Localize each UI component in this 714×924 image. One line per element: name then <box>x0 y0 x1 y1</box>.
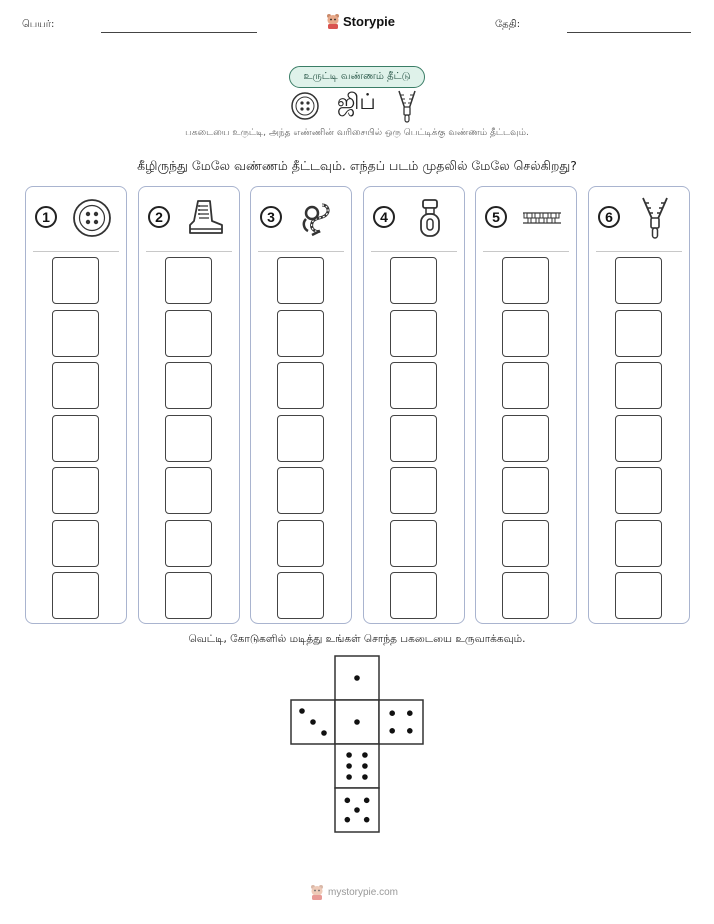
dice-pip <box>389 728 395 734</box>
dice-face-1 <box>335 700 379 744</box>
dice-pip <box>345 798 351 804</box>
dice-pip <box>345 817 351 823</box>
dice-pip <box>354 719 360 725</box>
color-box[interactable] <box>390 310 437 357</box>
column-divider <box>146 251 232 252</box>
color-box[interactable] <box>165 572 212 619</box>
color-box[interactable] <box>277 362 324 409</box>
column-number: 5 <box>485 206 507 228</box>
color-box[interactable] <box>390 415 437 462</box>
column-number: 4 <box>373 206 395 228</box>
column-number: 1 <box>35 206 57 228</box>
boot-icon <box>184 197 226 239</box>
column-number: 2 <box>148 206 170 228</box>
dice-pip <box>389 710 395 716</box>
color-box[interactable] <box>52 572 99 619</box>
color-box[interactable] <box>502 257 549 304</box>
dice-pip <box>362 752 368 758</box>
column-header <box>139 187 239 251</box>
dice-pip <box>407 728 413 734</box>
footer <box>310 884 398 900</box>
color-box[interactable] <box>615 257 662 304</box>
color-box[interactable] <box>390 520 437 567</box>
dice-pip <box>346 774 352 780</box>
color-box[interactable] <box>390 572 437 619</box>
color-box[interactable] <box>390 362 437 409</box>
storypie-mascot-icon <box>310 884 324 900</box>
color-box[interactable] <box>502 467 549 514</box>
dice-pip <box>407 710 413 716</box>
color-box[interactable] <box>615 310 662 357</box>
color-box[interactable] <box>277 310 324 357</box>
button-icon <box>290 91 320 121</box>
color-box[interactable] <box>52 520 99 567</box>
color-box[interactable] <box>615 362 662 409</box>
page-title: ஜிப் <box>337 90 376 115</box>
color-box[interactable] <box>390 467 437 514</box>
color-box[interactable] <box>502 520 549 567</box>
column-2 <box>138 186 240 624</box>
column-3 <box>250 186 352 624</box>
button-icon <box>71 197 113 239</box>
color-box[interactable] <box>52 257 99 304</box>
color-box[interactable] <box>277 257 324 304</box>
color-box[interactable] <box>277 467 324 514</box>
color-box[interactable] <box>277 520 324 567</box>
dice-pip <box>299 708 305 714</box>
column-1 <box>25 186 127 624</box>
column-divider <box>33 251 119 252</box>
column-divider <box>258 251 344 252</box>
cut-instruction: வெட்டி, கோடுகளில் மடித்து உங்கள் சொந்த பகடையை உருவாக்கவும். <box>188 633 526 645</box>
color-box[interactable] <box>615 467 662 514</box>
dice-pip <box>346 752 352 758</box>
column-header <box>476 187 576 251</box>
color-box[interactable] <box>165 467 212 514</box>
color-box[interactable] <box>277 415 324 462</box>
name-label: பெயர்: <box>22 19 55 30</box>
subtitle: பகடையை உருட்டி, அந்த எண்ணின் வரிசையில் ஒரு பெட்டிக்கு வண்ணம் தீட்டவும். <box>185 128 529 138</box>
column-header <box>26 187 126 251</box>
brand-logo <box>326 13 395 29</box>
dice-pip <box>362 763 368 769</box>
color-box[interactable] <box>52 310 99 357</box>
column-header <box>589 187 689 251</box>
color-box[interactable] <box>502 362 549 409</box>
column-number: 3 <box>260 206 282 228</box>
color-box[interactable] <box>502 415 549 462</box>
color-box[interactable] <box>52 362 99 409</box>
color-box[interactable] <box>277 572 324 619</box>
color-box[interactable] <box>165 362 212 409</box>
column-4 <box>363 186 465 624</box>
dice-pip <box>310 719 316 725</box>
name-line <box>101 32 257 33</box>
color-box[interactable] <box>165 520 212 567</box>
column-divider <box>371 251 457 252</box>
column-divider <box>596 251 682 252</box>
brand-name: Storypie <box>343 13 396 29</box>
dice-pip <box>354 807 360 813</box>
dice-face-1 <box>335 656 379 700</box>
color-box[interactable] <box>615 572 662 619</box>
activity-badge: உருட்டி வண்ணம் தீட்டு <box>289 66 425 88</box>
dice-face-4 <box>379 700 423 744</box>
dice-pip <box>362 774 368 780</box>
column-6 <box>588 186 690 624</box>
dice-pip <box>346 763 352 769</box>
column-number: 6 <box>598 206 620 228</box>
color-box[interactable] <box>502 572 549 619</box>
color-box[interactable] <box>52 467 99 514</box>
zipper-pull-icon <box>409 197 451 239</box>
color-box[interactable] <box>502 310 549 357</box>
dice-pip <box>321 730 327 736</box>
dice-pip <box>364 798 370 804</box>
date-label: தேதி: <box>495 19 521 30</box>
dice-face-5 <box>335 788 379 832</box>
color-box[interactable] <box>390 257 437 304</box>
footer-url: mystorypie.com <box>328 886 399 898</box>
date-line <box>567 32 691 33</box>
color-box[interactable] <box>165 310 212 357</box>
column-divider <box>483 251 569 252</box>
dice-pip <box>364 817 370 823</box>
column-header <box>251 187 351 251</box>
question: கீழிருந்து மேலே வண்ணம் தீட்டவும். எந்தப் படம் முதலில் மேலே செல்கிறது? <box>137 158 577 173</box>
rope-coil-icon <box>296 197 338 239</box>
color-box[interactable] <box>52 415 99 462</box>
color-box[interactable] <box>165 257 212 304</box>
column-header <box>364 187 464 251</box>
color-box[interactable] <box>615 415 662 462</box>
dice-face-3 <box>291 700 335 744</box>
color-box[interactable] <box>615 520 662 567</box>
zipper-icon <box>634 197 676 239</box>
dice-face-6 <box>335 744 379 788</box>
zipper-icon <box>397 89 417 123</box>
color-box[interactable] <box>165 415 212 462</box>
storypie-mascot-icon <box>326 13 340 29</box>
column-5 <box>475 186 577 624</box>
zipper-teeth-icon <box>521 197 563 239</box>
dice-pip <box>354 675 360 681</box>
title-row <box>290 89 426 125</box>
